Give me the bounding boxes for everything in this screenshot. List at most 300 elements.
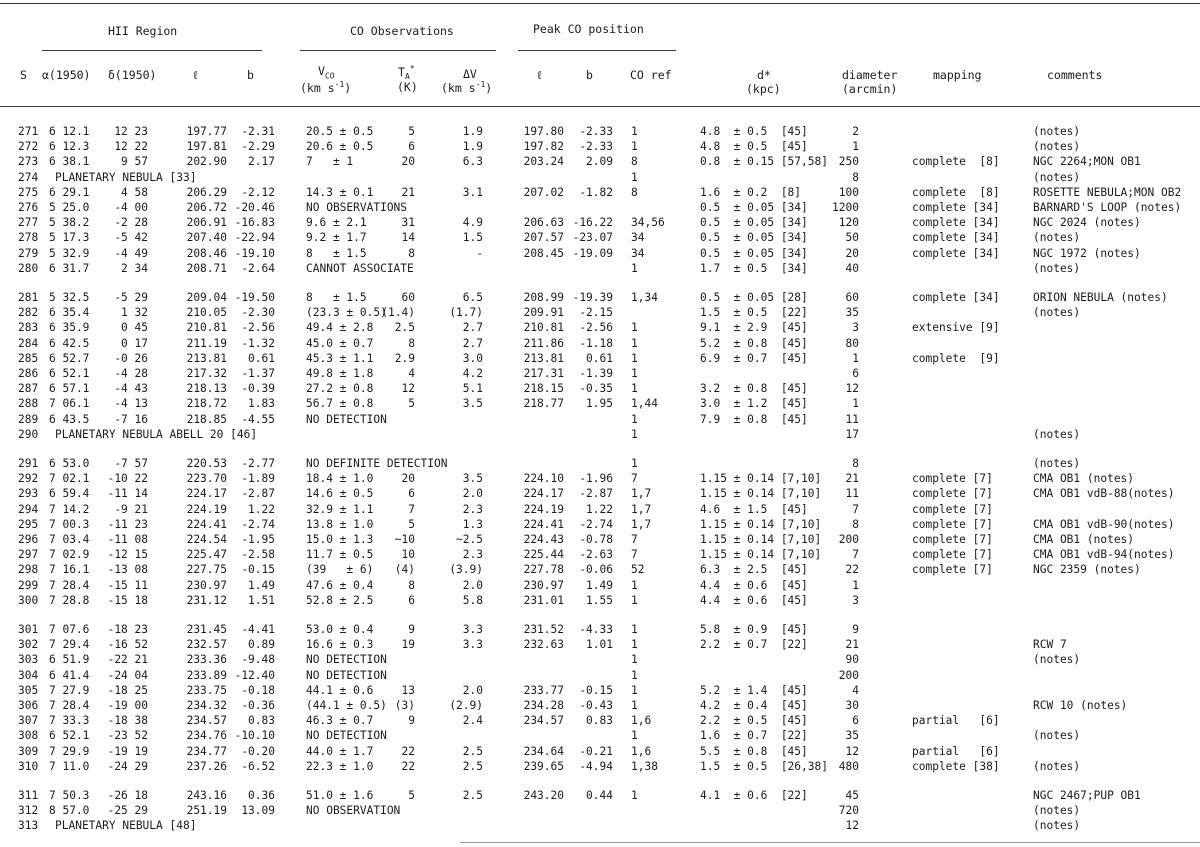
cell-v: 22.3 ± 1.0 xyxy=(306,759,374,773)
cell-com: NGC 2264;MON OB1 xyxy=(1033,155,1141,169)
cell-v: 56.7 ± 0.8 xyxy=(306,397,374,411)
table-row xyxy=(0,669,1200,683)
cell-l: 223.70 xyxy=(186,472,227,486)
cell-dv: 3.3 xyxy=(462,623,483,636)
cell-s: 301 xyxy=(18,623,39,636)
cell-ra: 8 57.0 xyxy=(49,804,90,818)
cell-ra: 6 53.0 xyxy=(49,457,90,470)
cell-b: 2.17 xyxy=(248,155,275,169)
table-row xyxy=(0,397,1200,411)
cell-b: -1.32 xyxy=(241,336,275,350)
cell-pl: 230.97 xyxy=(523,578,564,592)
cell-b: -0.20 xyxy=(241,744,275,758)
cell-dec: 1 32 xyxy=(121,306,148,320)
cell-b: -2.56 xyxy=(241,321,275,335)
cell-ref: 1 xyxy=(631,351,638,365)
cell-dec: -22 21 xyxy=(107,653,148,667)
cell-l: 230.97 xyxy=(186,578,227,592)
cell-dv: 2.5 xyxy=(462,759,483,773)
cell-diam: 35 xyxy=(845,729,859,743)
cell-com: (notes) xyxy=(1033,729,1081,743)
cell-dv: 2.0 xyxy=(462,578,483,592)
cell-map: partial [6] xyxy=(912,714,1000,728)
cell-d: 0.8 ± 0.15 [57,58] xyxy=(700,155,828,169)
cell-com: NGC 2359 (notes) xyxy=(1033,563,1141,577)
cell-v: 14.6 ± 0.5 xyxy=(306,487,374,501)
cell-pl: 208.45 xyxy=(523,246,564,260)
table-row xyxy=(0,247,1200,261)
cell-dec: -0 26 xyxy=(114,351,148,365)
table-row xyxy=(0,729,1200,743)
cell-ref: 1 xyxy=(631,125,638,138)
cell-v: 8 ± 1.5 xyxy=(306,291,367,304)
cell-s: 275 xyxy=(18,185,39,199)
cell-ta: 2.9 xyxy=(394,351,415,365)
cell-b: 1.83 xyxy=(248,397,275,411)
cell-ta: (1.4) xyxy=(381,306,415,320)
cell-ra: 6 52.7 xyxy=(49,351,90,365)
cell-ta: (4) xyxy=(394,563,415,577)
cell-dv: (3.9) xyxy=(449,563,483,577)
cell-ta: 13 xyxy=(401,683,415,697)
cell-dv: 3.0 xyxy=(462,351,483,365)
cell-d: 5.2 ± 1.4 [45] xyxy=(700,683,808,697)
cell-v: 20.5 ± 0.5 xyxy=(306,125,374,138)
cell-ra: 6 41.4 xyxy=(49,668,90,682)
cell-ref: 1 xyxy=(631,593,638,607)
table-row xyxy=(0,579,1200,593)
header-dv-unit-close: ) xyxy=(485,80,493,95)
cell-com: (notes) xyxy=(1033,170,1081,184)
cell-s: 290 xyxy=(18,427,39,441)
cell-diam: 1200 xyxy=(832,201,859,214)
table-row xyxy=(0,321,1200,335)
cell-b: -2.74 xyxy=(241,517,275,531)
cell-dec: -15 11 xyxy=(107,578,148,592)
header-l: ℓ xyxy=(192,68,199,82)
cell-diam: 21 xyxy=(845,638,859,652)
cell-com: NGC 2024 (notes) xyxy=(1033,216,1141,230)
cell-ref: 1,44 xyxy=(631,397,658,411)
cell-com: (notes) xyxy=(1033,804,1081,818)
cell-dec: -4 43 xyxy=(114,382,148,396)
cell-map: complete [38] xyxy=(912,759,1000,773)
cell-s: 281 xyxy=(18,291,39,304)
cell-v: 13.8 ± 1.0 xyxy=(306,517,374,531)
cell-ref: 1 xyxy=(631,699,638,712)
cell-pb: -2.74 xyxy=(579,517,613,531)
cell-b: -2.30 xyxy=(241,306,275,320)
cell-b: -4.41 xyxy=(241,623,275,636)
cell-pb: 0.61 xyxy=(586,351,613,365)
cell-d: 5.8 ± 0.9 [45] xyxy=(700,623,808,636)
cell-d: 4.4 ± 0.6 [45] xyxy=(700,593,808,607)
cell-s: 277 xyxy=(18,216,39,230)
cell-diam: 90 xyxy=(845,653,859,667)
cell-s: 279 xyxy=(18,246,39,260)
cell-ra: 6 52.1 xyxy=(49,367,90,380)
cell-d: 9.1 ± 2.9 [45] xyxy=(700,321,808,335)
cell-span-note: PLANETARY NEBULA [48] xyxy=(55,819,197,833)
cell-dec: -4 00 xyxy=(114,201,148,214)
cell-b: -6.52 xyxy=(241,759,275,773)
cell-v: 7 ± 1 xyxy=(306,155,354,169)
cell-ref: 34 xyxy=(631,231,645,245)
cell-ta: 5 xyxy=(408,517,415,531)
header-diam: diameter xyxy=(842,68,898,82)
cell-s: 291 xyxy=(18,457,39,470)
cell-ra: 5 17.3 xyxy=(49,231,90,245)
table-row xyxy=(0,819,1200,833)
cell-ta: 60 xyxy=(401,291,415,304)
cell-v: 20.6 ± 0.5 xyxy=(306,140,374,154)
cell-b: -2.31 xyxy=(241,125,275,138)
cell-dec: -7 57 xyxy=(114,457,148,470)
header-dist-unit: (kpc) xyxy=(746,82,781,96)
cell-com: (notes) xyxy=(1033,306,1081,320)
header-group-peak: Peak CO position xyxy=(533,22,644,36)
cell-map: complete [34] xyxy=(912,201,1000,214)
cell-pb: -2.56 xyxy=(579,321,613,335)
cell-v: 45.0 ± 0.7 xyxy=(306,336,374,350)
cell-diam: 9 xyxy=(852,623,859,636)
cell-s: 308 xyxy=(18,729,39,743)
cell-dec: 2 34 xyxy=(121,261,148,275)
cell-d: 5.5 ± 0.8 [45] xyxy=(700,744,808,758)
cell-s: 285 xyxy=(18,351,39,365)
cell-v: 32.9 ± 1.1 xyxy=(306,502,374,516)
cell-dv: 3.5 xyxy=(462,472,483,486)
cell-ref: 52 xyxy=(631,563,645,577)
cell-dv: 3.3 xyxy=(462,638,483,652)
cell-diam: 120 xyxy=(838,216,859,230)
cell-v: 9.2 ± 1.7 xyxy=(306,231,367,245)
cell-span-note: PLANETARY NEBULA ABELL 20 [46] xyxy=(55,427,258,441)
cell-diam: 3 xyxy=(852,321,859,335)
cell-ref: 1 xyxy=(631,683,638,697)
cell-diam: 35 xyxy=(845,306,859,320)
cell-pl: 209.91 xyxy=(523,306,564,320)
cell-ra: 5 32.9 xyxy=(49,246,90,260)
cell-b: -2.87 xyxy=(241,487,275,501)
cell-l: 207.40 xyxy=(186,231,227,245)
cell-b: -0.36 xyxy=(241,699,275,712)
cell-dec: 4 58 xyxy=(121,185,148,199)
cell-d: 0.5 ± 0.05 [28] xyxy=(700,291,808,304)
cell-diam: 1 xyxy=(852,351,859,365)
cell-dv: 1.3 xyxy=(462,517,483,531)
cell-v: 46.3 ± 0.7 xyxy=(306,714,374,728)
cell-dec: -24 29 xyxy=(107,759,148,773)
cell-v: 18.4 ± 1.0 xyxy=(306,472,374,486)
cell-diam: 22 xyxy=(845,563,859,577)
cell-s: 287 xyxy=(18,382,39,396)
cell-map: complete [34] xyxy=(912,291,1000,304)
header-alpha: α(1950) xyxy=(42,68,91,82)
cell-l: 210.05 xyxy=(186,306,227,320)
cell-diam: 8 xyxy=(852,170,859,184)
cell-diam: 45 xyxy=(845,789,859,802)
cell-pl: 203.24 xyxy=(523,155,564,169)
cell-dec: -16 52 xyxy=(107,638,148,652)
cell-pl: 211.86 xyxy=(523,336,564,350)
cell-dv: 3.1 xyxy=(462,185,483,199)
cell-pb: -2.63 xyxy=(579,548,613,562)
cell-pl: 234.64 xyxy=(523,744,564,758)
cell-l: 243.16 xyxy=(186,789,227,802)
cell-l: 234.32 xyxy=(186,699,227,712)
cell-dec: -10 22 xyxy=(107,472,148,486)
header-comments: comments xyxy=(1047,68,1103,82)
cell-map: complete [34] xyxy=(912,231,1000,245)
cell-pb: 1.22 xyxy=(586,502,613,516)
cell-s: 294 xyxy=(18,502,39,516)
cell-b: -22.94 xyxy=(234,231,275,245)
cell-ra: 6 29.1 xyxy=(49,185,90,199)
cell-com: (notes) xyxy=(1033,231,1081,245)
cell-diam: 80 xyxy=(845,336,859,350)
table-row xyxy=(0,337,1200,351)
cell-dv: 2.5 xyxy=(462,789,483,802)
cell-b: -12.40 xyxy=(234,668,275,682)
cell-v: 8 ± 1.5 xyxy=(306,246,367,260)
cell-b: -2.58 xyxy=(241,548,275,562)
table-row xyxy=(0,125,1200,139)
cell-dec: -5 29 xyxy=(114,291,148,304)
cell-d: 1.15 ± 0.14 [7,10] xyxy=(700,517,822,531)
cell-l: 224.17 xyxy=(186,487,227,501)
table-row xyxy=(0,503,1200,517)
cell-s: 306 xyxy=(18,699,39,712)
cell-diam: 21 xyxy=(845,472,859,486)
cell-dec: 12 22 xyxy=(114,140,148,154)
header-group-hii: HII Region xyxy=(108,24,178,38)
header-vco-sub: CO xyxy=(324,71,335,81)
cell-diam: 2 xyxy=(852,125,859,138)
cell-dv: 2.3 xyxy=(462,502,483,516)
cell-map: complete [34] xyxy=(912,246,1000,260)
cell-pl: 218.77 xyxy=(523,397,564,411)
header-vco-label: V xyxy=(318,64,325,78)
table-row xyxy=(0,171,1200,185)
cell-s: 302 xyxy=(18,638,39,652)
cell-b: -1.37 xyxy=(241,367,275,380)
cell-s: 283 xyxy=(18,321,39,335)
cell-pb: 1.95 xyxy=(586,397,613,411)
cell-d: 7.9 ± 0.8 [45] xyxy=(700,412,808,426)
cell-pb: -0.43 xyxy=(579,699,613,712)
cell-ra: 6 42.5 xyxy=(49,336,90,350)
table-row xyxy=(0,201,1200,215)
cell-diam: 720 xyxy=(838,804,859,818)
cell-pl: 234.28 xyxy=(523,699,564,712)
cell-ta: 22 xyxy=(401,744,415,758)
cell-pb: 1.49 xyxy=(586,578,613,592)
cell-d: 1.5 ± 0.5 [26,38] xyxy=(700,759,828,773)
rule-hii xyxy=(42,50,262,51)
cell-ra: 7 29.9 xyxy=(49,744,90,758)
cell-ref: 1,6 xyxy=(631,714,652,728)
cell-b: -2.64 xyxy=(241,261,275,275)
cell-b: -10.10 xyxy=(234,729,275,743)
table-row xyxy=(0,382,1200,396)
cell-pb: -1.18 xyxy=(579,336,613,350)
cell-l: 213.81 xyxy=(186,351,227,365)
table-row xyxy=(0,699,1200,713)
cell-pl: 231.52 xyxy=(523,623,564,636)
cell-ref: 1 xyxy=(631,653,638,667)
cell-ra: 7 14.2 xyxy=(49,502,90,516)
cell-pl: 207.02 xyxy=(523,185,564,199)
cell-diam: 4 xyxy=(852,683,859,697)
cell-diam: 12 xyxy=(845,819,859,833)
cell-dec: -26 18 xyxy=(107,789,148,802)
cell-pl: 227.78 xyxy=(523,563,564,577)
cell-ra: 5 25.0 xyxy=(49,201,90,214)
cell-l: 218.13 xyxy=(186,382,227,396)
cell-dec: -15 18 xyxy=(107,593,148,607)
cell-ta: 9 xyxy=(408,714,415,728)
cell-l: 217.32 xyxy=(186,367,227,380)
cell-pb: -0.35 xyxy=(579,382,613,396)
cell-s: 286 xyxy=(18,367,39,380)
header-s: S xyxy=(20,68,27,82)
cell-dv: 1.9 xyxy=(462,125,483,138)
cell-map: complete [7] xyxy=(912,472,993,486)
cell-ta: 19 xyxy=(401,638,415,652)
cell-s: 288 xyxy=(18,397,39,411)
cell-diam: 50 xyxy=(845,231,859,245)
cell-l: 220.53 xyxy=(186,457,227,470)
cell-diam: 480 xyxy=(838,759,859,773)
cell-pl: 225.44 xyxy=(523,548,564,562)
cell-v: 14.3 ± 0.1 xyxy=(306,185,374,199)
table-row xyxy=(0,638,1200,652)
cell-diam: 1 xyxy=(852,397,859,411)
cell-ref: 1 xyxy=(631,427,638,441)
table-row xyxy=(0,352,1200,366)
cell-dec: -25 29 xyxy=(107,804,148,818)
rule-co xyxy=(300,50,496,51)
cell-v: 15.0 ± 1.3 xyxy=(306,533,374,546)
cell-map: complete [7] xyxy=(912,517,993,531)
table-row xyxy=(0,216,1200,230)
cell-dv: 2.5 xyxy=(462,744,483,758)
cell-ta: (3) xyxy=(394,699,415,712)
cell-s: 312 xyxy=(18,804,39,818)
cell-s: 296 xyxy=(18,533,39,546)
cell-ta: 31 xyxy=(401,216,415,230)
cell-l: 225.47 xyxy=(186,548,227,562)
cell-diam: 1 xyxy=(852,140,859,154)
cell-com: (notes) xyxy=(1033,759,1081,773)
cell-l: 233.89 xyxy=(186,668,227,682)
cell-b: -16.83 xyxy=(234,216,275,230)
cell-b: 0.89 xyxy=(248,638,275,652)
header-coref: CO ref xyxy=(630,68,672,82)
cell-dv: (1.7) xyxy=(449,306,483,320)
cell-pl: 208.99 xyxy=(523,291,564,304)
cell-dv: (2.9) xyxy=(449,699,483,712)
cell-dec: -4 13 xyxy=(114,397,148,411)
cell-pb: -2.87 xyxy=(579,487,613,501)
cell-com: (notes) xyxy=(1033,125,1081,138)
cell-pb: -0.06 xyxy=(579,563,613,577)
cell-l: 224.54 xyxy=(186,533,227,546)
cell-b: -1.89 xyxy=(241,472,275,486)
cell-ref: 7 xyxy=(631,472,638,486)
cell-d: 4.8 ± 0.5 [45] xyxy=(700,125,808,138)
cell-v: (39 ± 6) xyxy=(306,563,374,577)
cell-ra: 7 02.9 xyxy=(49,548,90,562)
cell-dec: -19 19 xyxy=(107,744,148,758)
cell-l: 224.19 xyxy=(186,502,227,516)
cell-diam: 200 xyxy=(838,533,859,546)
cell-dv: 4.9 xyxy=(462,216,483,230)
cell-diam: 3 xyxy=(852,593,859,607)
table-row xyxy=(0,623,1200,637)
cell-b: -0.39 xyxy=(241,382,275,396)
cell-ta: 20 xyxy=(401,472,415,486)
cell-map: complete [9] xyxy=(912,351,1000,365)
cell-com: (notes) xyxy=(1033,819,1081,833)
cell-ra: 6 35.9 xyxy=(49,321,90,335)
cell-l: 237.26 xyxy=(186,759,227,773)
cell-ta: 5 xyxy=(408,789,415,802)
cell-dec: -2 28 xyxy=(114,216,148,230)
cell-com: ORION NEBULA (notes) xyxy=(1033,291,1168,304)
cell-ra: 7 28.4 xyxy=(49,578,90,592)
cell-pb: -4.33 xyxy=(579,623,613,636)
cell-s: 295 xyxy=(18,517,39,531)
header-dv-unit-text: (km s xyxy=(441,80,476,95)
cell-com: CMA OB1 vdB-94(notes) xyxy=(1033,548,1175,562)
cell-pb: 0.83 xyxy=(586,714,613,728)
table-row xyxy=(0,804,1200,818)
cell-ref: 8 xyxy=(631,185,638,199)
cell-ra: 6 59.4 xyxy=(49,487,90,501)
cell-ra: 6 12.3 xyxy=(49,140,90,154)
cell-dv: 2.7 xyxy=(462,336,483,350)
cell-ra: 5 38.2 xyxy=(49,216,90,230)
cell-ta: 8 xyxy=(408,336,415,350)
cell-b: 0.83 xyxy=(248,714,275,728)
cell-dec: -4 49 xyxy=(114,246,148,260)
cell-dv: 2.4 xyxy=(462,714,483,728)
cell-diam: 30 xyxy=(845,699,859,712)
cell-dec: -18 25 xyxy=(107,683,148,697)
cell-observation-note: NO DEFINITE DETECTION xyxy=(306,457,448,470)
cell-ref: 1 xyxy=(631,638,638,652)
cell-com: NGC 1972 (notes) xyxy=(1033,246,1141,260)
cell-d: 6.3 ± 2.5 [45] xyxy=(700,563,808,577)
cell-v: 11.7 ± 0.5 xyxy=(306,548,374,562)
cell-s: 289 xyxy=(18,412,39,426)
table-row xyxy=(0,518,1200,532)
header-diam-unit: (arcmin) xyxy=(842,82,898,96)
cell-b: -9.48 xyxy=(241,653,275,667)
cell-s: 274 xyxy=(18,170,39,184)
cell-s: 304 xyxy=(18,668,39,682)
cell-dv: 1.9 xyxy=(462,140,483,154)
cell-pb: 1.55 xyxy=(586,593,613,607)
cell-ref: 1,7 xyxy=(631,502,652,516)
cell-ra: 7 07.6 xyxy=(49,623,90,636)
cell-com: CMA OB1 (notes) xyxy=(1033,533,1135,546)
cell-l: 208.71 xyxy=(186,261,227,275)
cell-ta: 5 xyxy=(408,125,415,138)
cell-pb: -4.94 xyxy=(579,759,613,773)
